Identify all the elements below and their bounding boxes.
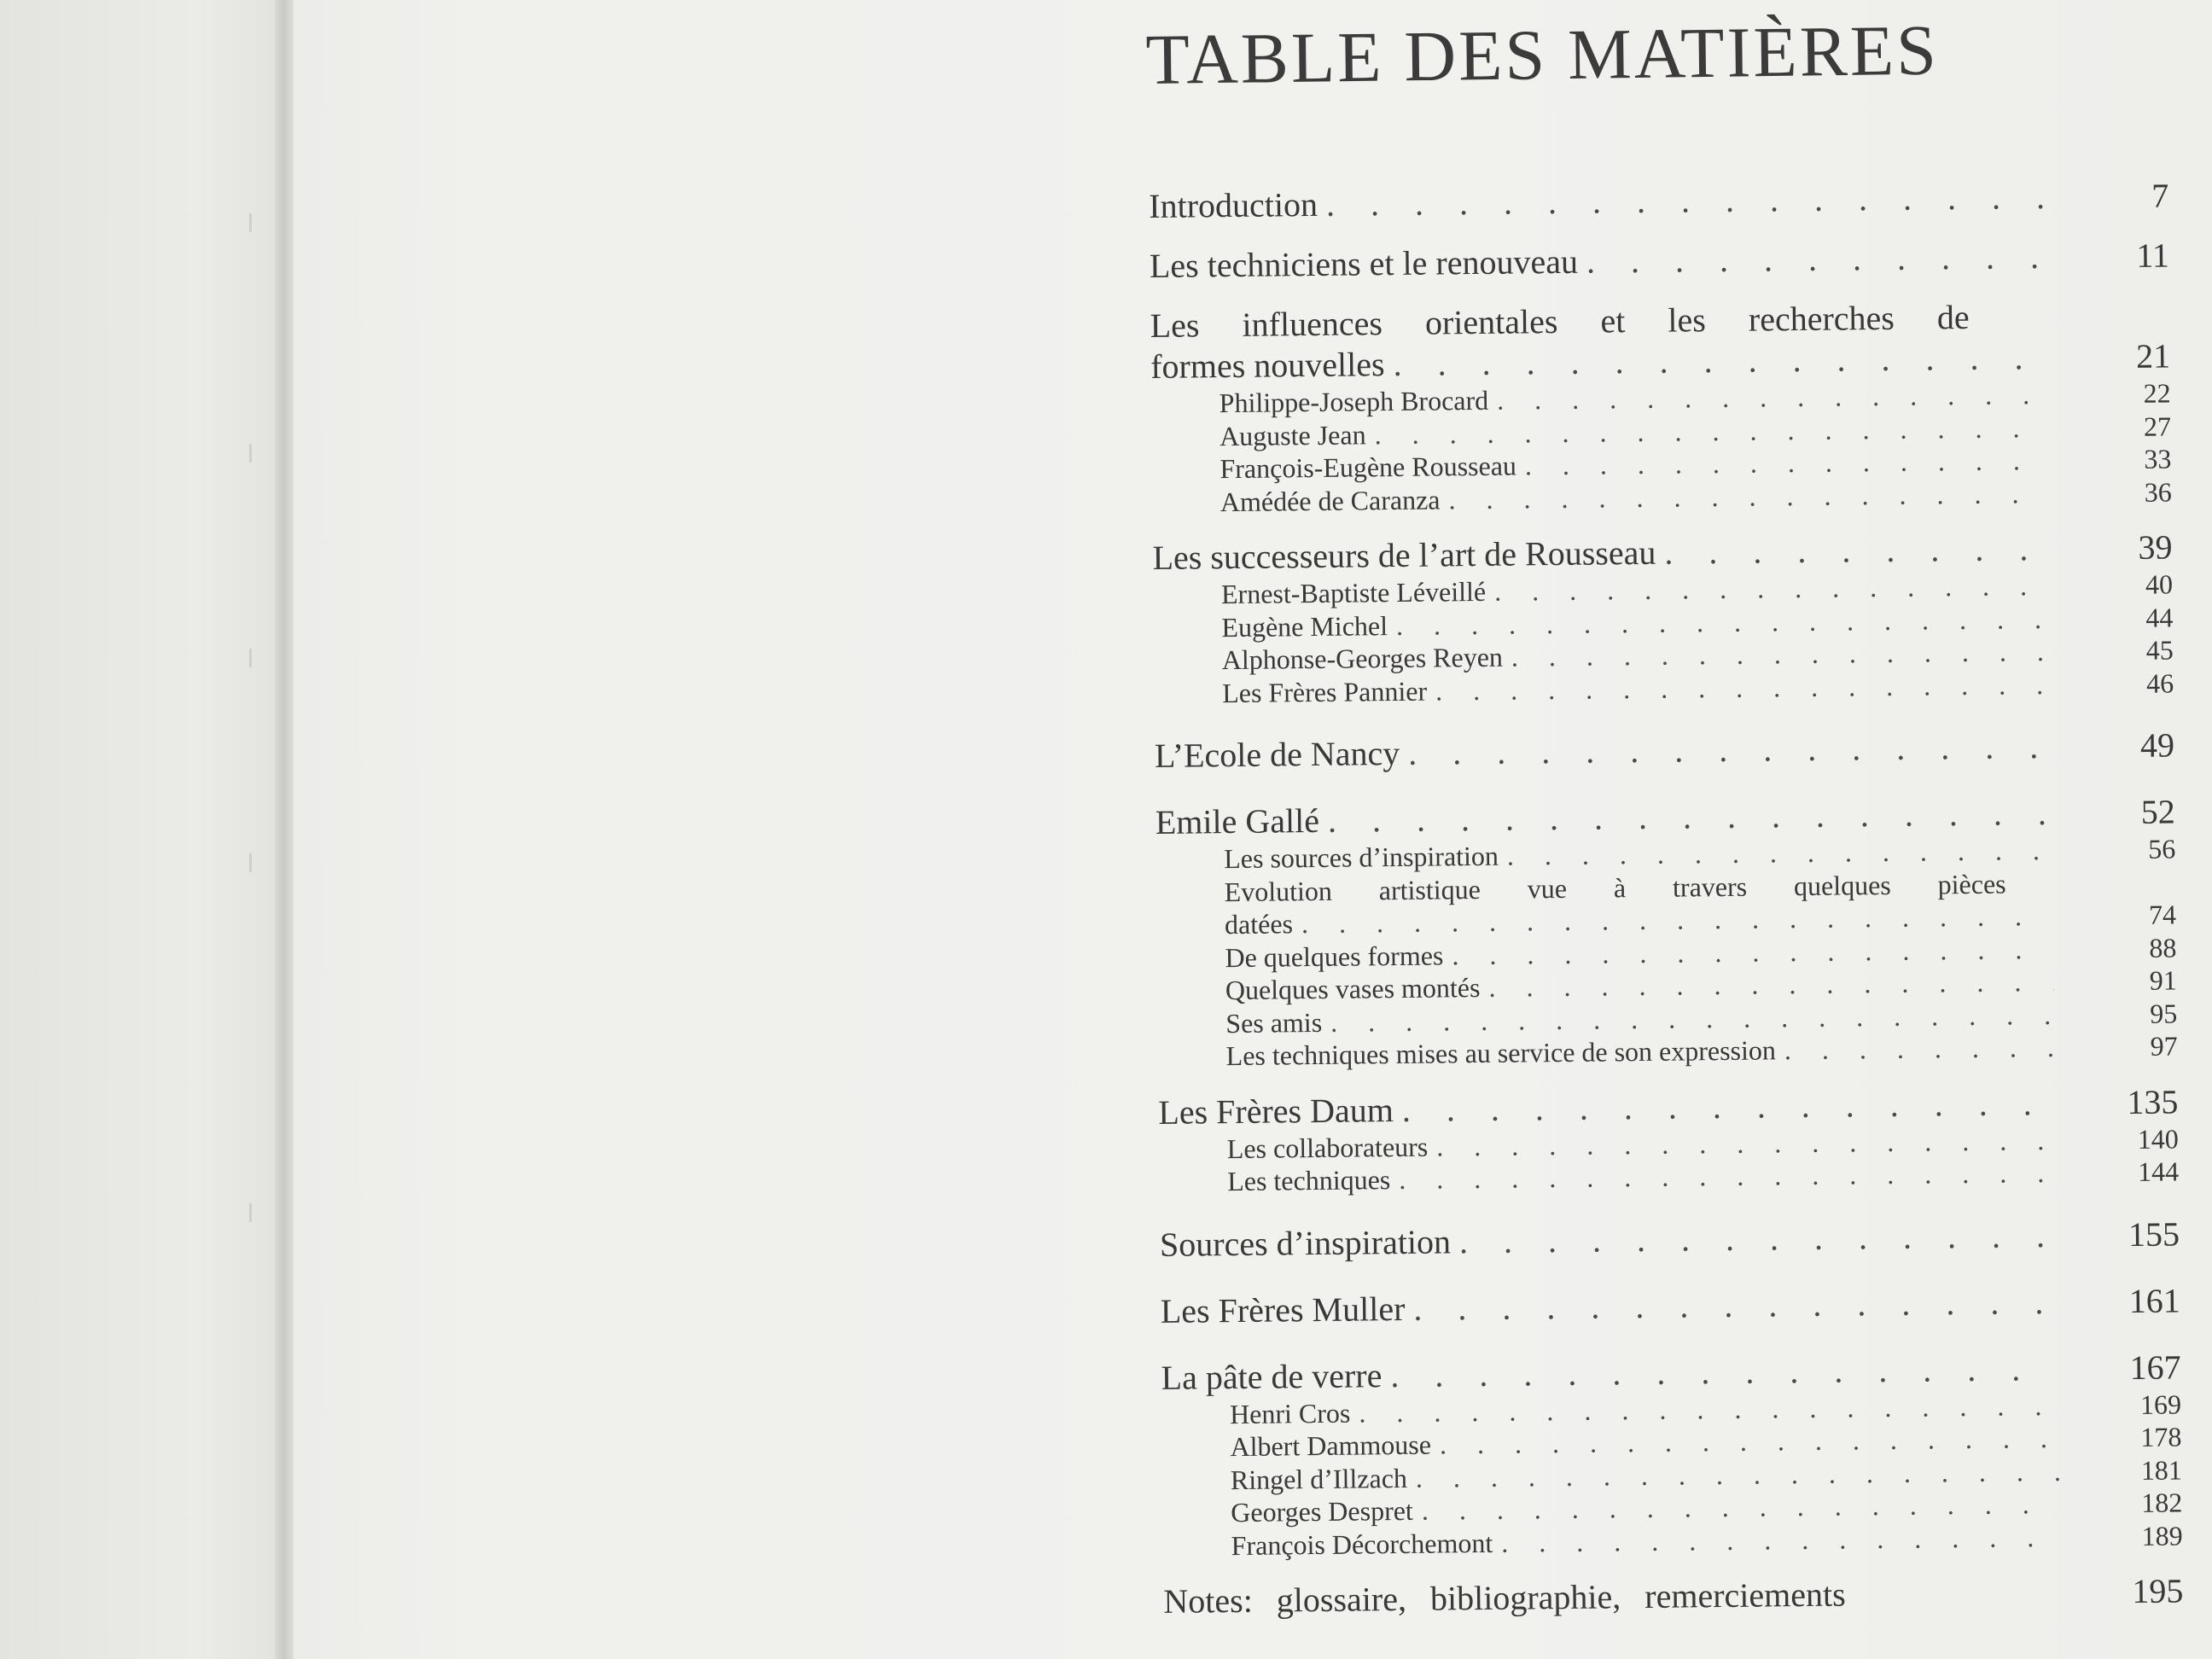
entry-page: 195 [2132, 1571, 2184, 1611]
leader-dots [1525, 444, 2049, 482]
entry-label: Les techniques [1227, 1164, 1391, 1197]
page-title: TABLE DES MATIÈRES [1145, 10, 1940, 100]
binding-stitch [249, 444, 252, 463]
entry-page: 95 [2150, 997, 2178, 1029]
leader-dots [1435, 667, 2051, 707]
entry-label: Auguste Jean [1219, 418, 1366, 451]
entry-page: 178 [2140, 1421, 2182, 1452]
entry-page: 7 [2151, 176, 2169, 215]
entry-label: Albert Dammouse [1230, 1429, 1432, 1463]
entry-page: 56 [2148, 833, 2176, 864]
entry-label: Ringel d’Illzach [1230, 1462, 1408, 1495]
entry-label: Les collaborateurs [1226, 1131, 1429, 1164]
entry-label: Les techniciens et le renouveau [1149, 242, 1579, 285]
entry-page: 33 [2144, 443, 2172, 474]
leader-dots [1393, 337, 2047, 385]
entry-page: 189 [2141, 1519, 2183, 1551]
entry-label: François-Eugène Rousseau [1220, 450, 1517, 485]
entry-page: 22 [2143, 377, 2171, 409]
entry-label: François Décorchemont [1231, 1527, 1493, 1561]
entry-label-line: Evolution artistique vue à travers quelques pièces [1224, 868, 2006, 907]
leader-dots [1501, 1520, 2060, 1558]
entry-label: Quelques vases montés [1225, 971, 1481, 1006]
leader-dots [1459, 1214, 2057, 1261]
leader-dots [1448, 476, 2049, 515]
entry-label: Introduction [1149, 184, 1318, 225]
leader-dots [1586, 236, 2046, 282]
entry-label: Sources d’inspiration [1159, 1221, 1452, 1264]
entry-page: 167 [2129, 1347, 2181, 1387]
leader-dots [1511, 635, 2051, 673]
entry-page: 140 [2137, 1122, 2179, 1155]
leader-dots [1664, 528, 2050, 573]
entry-label: Notes: glossaire, bibliographie, remerciements [1163, 1575, 1846, 1621]
entry-label: Les Frères Daum [1158, 1090, 1394, 1132]
entry-page: 88 [2149, 931, 2177, 963]
entry-page: 45 [2145, 634, 2174, 666]
entry-label-line: Les influences orientales et les recherches de [1150, 297, 1970, 345]
entry-page: 40 [2145, 568, 2174, 600]
book-gutter [275, 0, 295, 1659]
entry-label: Ernest-Baptiste Léveillé [1220, 575, 1487, 610]
entry-page: 46 [2145, 667, 2174, 699]
leader-dots [1507, 834, 2053, 872]
entry-page: 169 [2139, 1388, 2182, 1420]
entry-label: formes nouvelles [1150, 345, 1385, 386]
entry-label: Philippe-Joseph Brocard [1219, 384, 1489, 419]
entry-label: datées [1224, 908, 1294, 940]
binding-stitch [249, 213, 252, 232]
entry-label: Les Frères Pannier [1222, 675, 1428, 708]
leader-dots [1402, 1082, 2056, 1130]
entry-label: Georges Despret [1231, 1494, 1414, 1528]
leader-dots [1408, 726, 2052, 774]
entry-label: Eugène Michel [1221, 609, 1388, 643]
binding-stitch [249, 1203, 252, 1222]
leader-dots [1497, 378, 2048, 416]
leader-dots [1326, 177, 2046, 225]
leader-dots [1399, 1156, 2056, 1196]
entry-page: 155 [2128, 1214, 2180, 1254]
entry-label: Les Frères Muller [1160, 1289, 1406, 1330]
entry-label: La pâte de verre [1161, 1355, 1382, 1397]
entry-page: 39 [2138, 527, 2173, 567]
entry-label: Ses amis [1225, 1006, 1323, 1039]
entry-page: 161 [2128, 1280, 2180, 1320]
entry-page: 11 [2136, 236, 2170, 275]
entry-page: 36 [2144, 475, 2173, 508]
entry-label: Les sources d’inspiration [1224, 840, 1499, 875]
entry-page: 27 [2143, 410, 2172, 442]
entry-page: 135 [2127, 1081, 2179, 1121]
entry-label: L’Ecole de Nancy [1154, 733, 1400, 775]
entry-page: 181 [2140, 1453, 2183, 1486]
entry-page: 97 [2150, 1030, 2178, 1062]
entry-label: Les techniques mises au service de son expression [1225, 1034, 1777, 1072]
entry-page: 74 [2148, 899, 2177, 930]
entry-label: Henri Cros [1229, 1397, 1351, 1429]
leader-dots [1413, 1281, 2058, 1329]
leader-dots [1390, 1348, 2058, 1395]
entry-label: De quelques formes [1225, 939, 1444, 973]
left-page [0, 0, 282, 1659]
entry-label: Alphonse-Georges Reyen [1221, 641, 1504, 676]
table-of-contents [1149, 176, 2184, 1622]
entry-page: 21 [2135, 336, 2171, 375]
entry-page: 49 [2139, 725, 2175, 765]
entry-label: Emile Gallé [1155, 800, 1320, 841]
entry-label: Les successeurs de l’art de Rousseau [1152, 533, 1656, 577]
entry-label: Amédée de Caranza [1220, 483, 1441, 517]
entry-page: 44 [2145, 601, 2174, 633]
entry-page: 182 [2141, 1487, 2183, 1518]
binding-stitch [249, 649, 252, 667]
entry-page: 144 [2137, 1155, 2180, 1187]
leader-dots [1784, 1031, 2055, 1067]
binding-stitch [249, 853, 252, 872]
entry-page: 91 [2149, 964, 2177, 996]
entry-page: 52 [2140, 792, 2175, 831]
